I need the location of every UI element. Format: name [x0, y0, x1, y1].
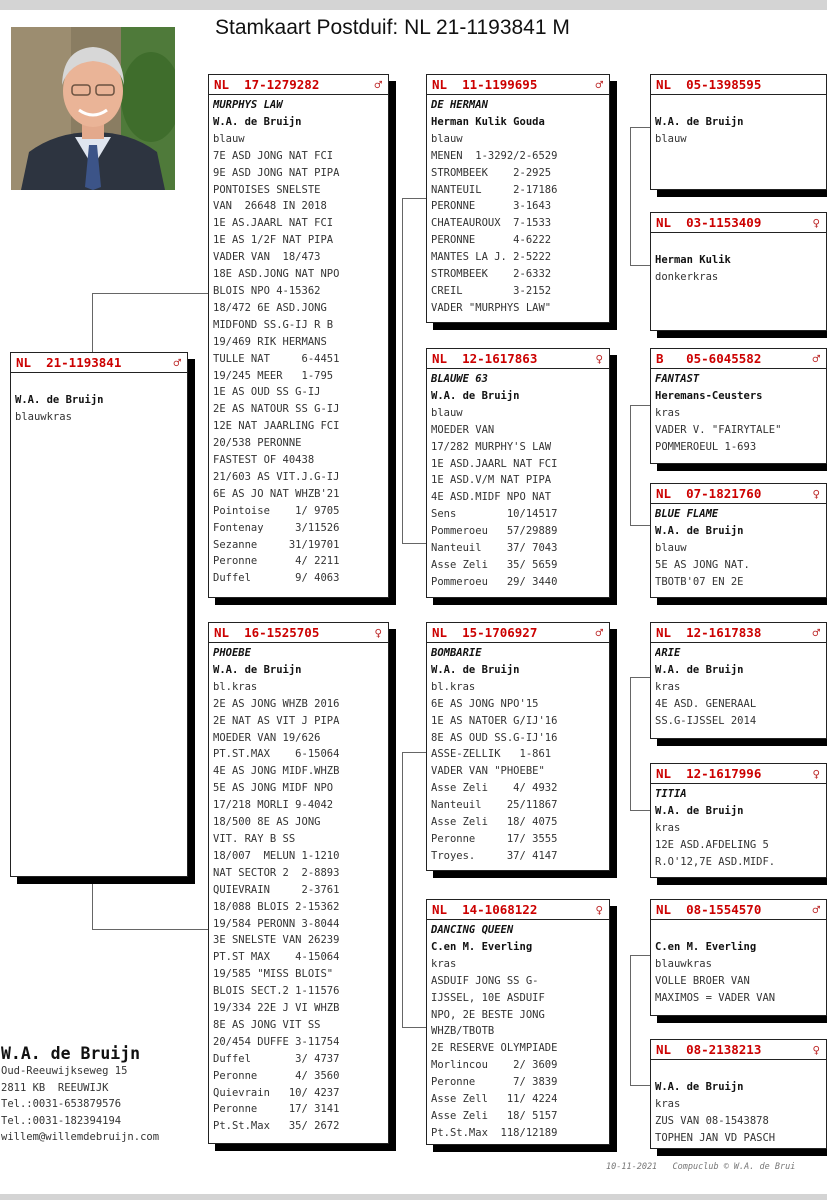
- performance-line: 12E ASD.AFDELING 5: [655, 838, 769, 851]
- pigeon-name: [15, 375, 183, 392]
- performance-line: 17/218 MORLI 9-4042: [213, 799, 334, 812]
- connector-line: [402, 543, 426, 544]
- performance-line: MOEDER VAN 19/626: [213, 731, 321, 744]
- connector-line: [402, 198, 403, 543]
- owner-phone: Tel.:0031-182394194: [1, 1114, 122, 1127]
- performance-line: CHATEAUROUX 7-1533: [431, 217, 552, 230]
- performance-line: BLOIS SECT.2 1-11576: [213, 985, 340, 998]
- pigeon-color: blauwkras: [655, 957, 712, 970]
- performance-line: 1E AS NATOER G/IJ'16: [431, 714, 558, 727]
- pigeon-color: kras: [431, 957, 457, 970]
- performance-line: NAT SECTOR 2 2-8893: [213, 866, 340, 879]
- pigeon-name: FANTAST: [655, 373, 700, 385]
- breeder-name: W.A. de Bruijn: [15, 393, 104, 406]
- performance-line: 4E ASD. GENERAAL: [655, 697, 757, 710]
- performance-line: PT.ST.MAX 6-15064: [213, 748, 340, 761]
- connector-line: [92, 293, 93, 352]
- owner-email[interactable]: willem@willemdebruijn.com: [1, 1131, 160, 1143]
- performance-line: 1E ASD.JAARL NAT FCI: [431, 457, 558, 470]
- performance-line: MIDFOND SS.G-IJ R B: [213, 318, 334, 331]
- performance-line: 2E AS JONG WHZB 2016: [213, 697, 340, 710]
- performance-line: NPO, 2E BESTE JONG: [431, 1008, 545, 1021]
- pedigree-card-dam-sire-sire[interactable]: [650, 622, 827, 739]
- pigeon-color: kras: [655, 406, 681, 419]
- performance-line: 19/334 22E J VI WHZB: [213, 1002, 340, 1015]
- performance-line: Peronne 17/ 3555: [431, 832, 558, 845]
- pigeon-color: blauw: [431, 132, 463, 145]
- performance-line: 2E AS NATOUR SS G-IJ: [213, 403, 340, 416]
- performance-line: Peronne 4/ 2211: [213, 555, 340, 568]
- footer-copyright: 10-11-2021 Compuclub © W.A. de Brui: [606, 1162, 796, 1172]
- page-title: Stamkaart Postduif: NL 21-1193841 M: [215, 16, 570, 39]
- male-icon: ♂: [595, 77, 603, 92]
- performance-line: 1E AS 1/2F NAT PIPA: [213, 234, 334, 247]
- connector-line: [402, 198, 426, 199]
- pedigree-card-dam-dam[interactable]: [426, 899, 610, 1145]
- ring-number: NL 17-1279282: [214, 77, 320, 92]
- performance-line: Sens 10/14517: [431, 508, 558, 521]
- performance-line: Fontenay 3/11526: [213, 521, 340, 534]
- owner-city: 2811 KB REEUWIJK: [1, 1081, 109, 1094]
- card-body: [651, 784, 826, 871]
- pigeon-color: blauw: [213, 132, 245, 145]
- ring-number: NL 03-1153409: [656, 215, 762, 230]
- performance-line: 19/469 RIK HERMANS: [213, 335, 327, 348]
- performance-line: 21/603 AS VIT.J.G-IJ: [213, 470, 340, 483]
- performance-line: 18E ASD.JONG NAT NPO: [213, 268, 340, 281]
- ring-number: NL 15-1706927: [432, 625, 538, 640]
- performance-line: Nanteuil 37/ 7043: [431, 542, 558, 555]
- female-icon: ♀: [374, 625, 382, 640]
- performance-line: PERONNE 3-1643: [431, 200, 552, 213]
- breeder-name: W.A. de Bruijn: [655, 524, 744, 537]
- performance-line: Quievrain 10/ 4237: [213, 1086, 340, 1099]
- performance-line: BLOIS NPO 4-15362: [213, 284, 321, 297]
- performance-line: Asse Zeli 35/ 5659: [431, 558, 558, 571]
- card-body: [209, 643, 388, 1135]
- pigeon-name: [655, 1062, 822, 1079]
- performance-line: QUIEVRAIN 2-3761: [213, 883, 340, 896]
- card-header: [209, 75, 388, 95]
- ring-number: NL 08-1554570: [656, 902, 762, 917]
- card-header: [427, 900, 609, 920]
- pigeon-name: PHOEBE: [213, 647, 251, 659]
- card-header: [651, 484, 826, 504]
- male-icon: ♂: [595, 625, 603, 640]
- pedigree-card-sire-sire-sire[interactable]: [650, 74, 827, 190]
- performance-line: 2E RESERVE OLYMPIADE: [431, 1042, 558, 1055]
- breeder-name: W.A. de Bruijn: [655, 1080, 744, 1093]
- performance-line: MOEDER VAN: [431, 423, 495, 436]
- breeder-name: W.A. de Bruijn: [655, 115, 744, 128]
- performance-line: Pt.St.Max 35/ 2672: [213, 1120, 340, 1133]
- owner-info: [1, 1044, 159, 1146]
- performance-line: 17/282 MURPHY'S LAW: [431, 440, 552, 453]
- performance-line: STROMBEEK 2-2925: [431, 166, 552, 179]
- card-header: [651, 623, 826, 643]
- performance-line: 19/245 MEER 1-795: [213, 369, 334, 382]
- performance-line: 6E AS JO NAT WHZB'21: [213, 487, 340, 500]
- pedigree-card-sire-sire[interactable]: [426, 74, 610, 323]
- performance-line: 12E NAT JAARLING FCI: [213, 420, 340, 433]
- performance-line: Peronne 17/ 3141: [213, 1103, 340, 1116]
- female-icon: ♀: [595, 902, 603, 917]
- performance-line: MAXIMOS = VADER VAN: [655, 991, 776, 1004]
- performance-line: 1E AS OUD SS G-IJ: [213, 386, 321, 399]
- connector-line: [630, 955, 650, 956]
- connector-line: [630, 677, 650, 678]
- pedigree-card-dam-sire-dam[interactable]: [650, 763, 827, 878]
- pigeon-color: blauw: [655, 541, 687, 554]
- performance-line: 5E AS JONG NAT.: [655, 558, 750, 571]
- ring-number: NL 07-1821760: [656, 486, 762, 501]
- performance-line: 18/088 BLOIS 2-15362: [213, 900, 340, 913]
- performance-line: 19/585 "MISS BLOIS": [213, 968, 334, 981]
- connector-line: [402, 1027, 426, 1028]
- performance-line: 8E AS OUD SS.G-IJ'16: [431, 731, 558, 744]
- male-icon: ♂: [374, 77, 382, 92]
- pigeon-name: ARIE: [655, 647, 681, 659]
- pigeon-name: BOMBARIE: [431, 647, 482, 659]
- performance-line: 18/007 MELUN 1-1210: [213, 849, 340, 862]
- performance-line: Pointoise 1/ 9705: [213, 504, 340, 517]
- performance-line: PONTOISES SNELSTE: [213, 183, 321, 196]
- breeder-name: W.A. de Bruijn: [431, 389, 520, 402]
- male-icon: ♂: [812, 625, 820, 640]
- female-icon: ♀: [812, 215, 820, 230]
- performance-line: VOLLE BROER VAN: [655, 974, 750, 987]
- pigeon-name: TITIA: [655, 788, 687, 800]
- performance-line: STROMBEEK 2-6332: [431, 268, 552, 281]
- performance-line: 1E ASD.V/M NAT PIPA: [431, 474, 552, 487]
- female-icon: ♀: [812, 1042, 820, 1057]
- card-header: [427, 75, 609, 95]
- performance-line: Nanteuil 25/11867: [431, 799, 558, 812]
- pedigree-card-sire-dam[interactable]: [426, 348, 610, 598]
- card-header: [209, 623, 388, 643]
- performance-line: 3E SNELSTE VAN 26239: [213, 934, 340, 947]
- female-icon: ♀: [812, 486, 820, 501]
- performance-line: 4E ASD.MIDF NPO NAT: [431, 491, 552, 504]
- male-icon: ♂: [173, 355, 181, 370]
- performance-line: ASDUIF JONG SS G-: [431, 974, 539, 987]
- connector-line: [92, 293, 208, 294]
- connector-line: [630, 955, 631, 1085]
- pigeon-name: DANCING QUEEN: [431, 924, 514, 936]
- performance-line: PERONNE 4-6222: [431, 234, 552, 247]
- card-header: [427, 623, 609, 643]
- performance-line: IJSSEL, 10E ASDUIF: [431, 991, 545, 1004]
- performance-line: TULLE NAT 6-4451: [213, 352, 340, 365]
- connector-line: [402, 752, 403, 1027]
- performance-line: 5E AS JONG MIDF NPO: [213, 782, 334, 795]
- pedigree-card-dam-sire[interactable]: [426, 622, 610, 871]
- male-icon: ♂: [812, 351, 820, 366]
- connector-line: [92, 877, 93, 929]
- performance-line: Pommeroeu 29/ 3440: [431, 575, 558, 588]
- performance-line: Asse Zeli 18/ 4075: [431, 816, 558, 829]
- ring-number: NL 05-1398595: [656, 77, 762, 92]
- connector-line: [630, 405, 631, 525]
- breeder-name: W.A. de Bruijn: [655, 804, 744, 817]
- card-body: [651, 1060, 826, 1147]
- ring-number: NL 12-1617996: [656, 766, 762, 781]
- performance-line: VADER VAN "PHOEBE": [431, 765, 545, 778]
- pedigree-card-dam-dam-dam[interactable]: [650, 1039, 827, 1149]
- connector-line: [402, 752, 426, 753]
- pigeon-color: blauw: [431, 406, 463, 419]
- breeder-name: C.en M. Everling: [655, 940, 757, 953]
- pigeon-color: kras: [655, 680, 681, 693]
- pigeon-name: [655, 235, 822, 252]
- pigeon-color: bl.kras: [431, 680, 476, 693]
- performance-line: Pt.St.Max 118/12189: [431, 1126, 558, 1139]
- performance-line: 20/454 DUFFE 3-11754: [213, 1035, 340, 1048]
- performance-line: MANTES LA J. 2-5222: [431, 251, 552, 264]
- performance-line: WHZB/TBOTB: [431, 1025, 495, 1038]
- performance-line: CREIL 3-2152: [431, 284, 552, 297]
- performance-line: Asse Zeli 18/ 5157: [431, 1109, 558, 1122]
- card-body: [651, 504, 826, 591]
- card-body: [209, 95, 388, 587]
- card-body: [427, 369, 609, 591]
- performance-line: 4E AS JONG MIDF.WHZB: [213, 765, 340, 778]
- ring-number: NL 12-1617838: [656, 625, 762, 640]
- performance-line: Troyes. 37/ 4147: [431, 849, 558, 862]
- pedigree-card-dam-dam-sire[interactable]: [650, 899, 827, 1016]
- pigeon-name: [655, 922, 822, 939]
- performance-line: Peronne 7/ 3839: [431, 1076, 558, 1089]
- breeder-name: Herman Kulik Gouda: [431, 115, 545, 128]
- card-body: [651, 233, 826, 286]
- pedigree-card-sire-dam-sire[interactable]: [650, 348, 827, 464]
- performance-line: VADER VAN 18/473: [213, 251, 321, 264]
- pigeon-color: donkerkras: [655, 270, 719, 283]
- performance-line: 2E NAT AS VIT J PIPA: [213, 714, 340, 727]
- card-body: [651, 643, 826, 730]
- pigeon-name: BLAUWE 63: [431, 373, 488, 385]
- breeder-name: W.A. de Bruijn: [431, 663, 520, 676]
- connector-line: [630, 677, 631, 810]
- card-header: [651, 213, 826, 233]
- performance-line: 18/500 8E AS JONG: [213, 816, 321, 829]
- male-icon: ♂: [812, 902, 820, 917]
- performance-line: 8E AS JONG VIT SS: [213, 1018, 321, 1031]
- connector-line: [630, 127, 650, 128]
- performance-line: ZUS VAN 08-1543878: [655, 1114, 769, 1127]
- performance-line: Morlincou 2/ 3609: [431, 1059, 558, 1072]
- owner-photo: [11, 27, 175, 190]
- performance-line: TOPHEN JAN VD PASCH: [655, 1131, 776, 1144]
- connector-line: [630, 265, 650, 266]
- performance-line: 20/538 PERONNE: [213, 437, 302, 450]
- pigeon-color: blauw: [655, 132, 687, 145]
- card-header: [651, 349, 826, 369]
- performance-line: 1E AS.JAARL NAT FCI: [213, 217, 334, 230]
- card-body: [651, 95, 826, 148]
- ring-number: NL 12-1617863: [432, 351, 538, 366]
- ring-number: NL 14-1068122: [432, 902, 538, 917]
- performance-line: FASTEST OF 40438: [213, 454, 315, 467]
- pigeon-color: kras: [655, 821, 681, 834]
- performance-line: VAN 26648 IN 2018: [213, 200, 327, 213]
- performance-line: Duffel 3/ 4737: [213, 1052, 340, 1065]
- performance-line: VIT. RAY B SS: [213, 832, 296, 845]
- ring-number: NL 08-2138213: [656, 1042, 762, 1057]
- top-bar: [0, 0, 827, 10]
- connector-line: [630, 127, 631, 265]
- breeder-name: Heremans-Ceusters: [655, 389, 763, 402]
- performance-line: TBOTB'07 EN 2E: [655, 575, 744, 588]
- performance-line: 9E ASD JONG NAT PIPA: [213, 166, 340, 179]
- pigeon-color: bl.kras: [213, 680, 258, 693]
- performance-line: MENEN 1-3292/2-6529: [431, 149, 558, 162]
- breeder-name: C.en M. Everling: [431, 940, 533, 953]
- owner-name: W.A. de Bruijn: [1, 1044, 141, 1063]
- performance-line: 19/584 PERONN 3-8044: [213, 917, 340, 930]
- performance-line: SS.G-IJSSEL 2014: [655, 714, 757, 727]
- performance-line: 6E AS JONG NPO'15: [431, 697, 539, 710]
- performance-line: VADER V. "FAIRYTALE": [655, 423, 782, 436]
- connector-line: [630, 810, 650, 811]
- breeder-name: W.A. de Bruijn: [655, 663, 744, 676]
- card-header: [651, 900, 826, 920]
- owner-address: Oud-Reeuwijkseweg 15: [1, 1065, 128, 1077]
- breeder-name: W.A. de Bruijn: [213, 115, 302, 128]
- pigeon-name: [655, 97, 822, 114]
- pedigree-card-sire-dam-dam[interactable]: [650, 483, 827, 598]
- card-header: [427, 349, 609, 369]
- card-body: [427, 95, 609, 317]
- pigeon-color: blauwkras: [15, 410, 72, 423]
- performance-line: Duffel 9/ 4063: [213, 572, 340, 585]
- pigeon-name: MURPHYS LAW: [213, 99, 283, 111]
- bottom-bar: [0, 1194, 827, 1200]
- performance-line: NANTEUIL 2-17186: [431, 183, 558, 196]
- pigeon-name: BLUE FLAME: [655, 508, 719, 520]
- ring-number: NL 21-1193841: [16, 355, 122, 370]
- connector-line: [630, 1085, 650, 1086]
- performance-line: 7E ASD JONG NAT FCI: [213, 149, 334, 162]
- pedigree-card-sire-sire-dam[interactable]: [650, 212, 827, 331]
- performance-line: ASSE-ZELLIK 1-861: [431, 748, 552, 761]
- connector-line: [630, 405, 650, 406]
- performance-line: Sezanne 31/19701: [213, 538, 340, 551]
- owner-phone-mobile: Tel.:0031-653879576: [1, 1098, 122, 1110]
- pigeon-color: kras: [655, 1097, 681, 1110]
- pigeon-name: DE HERMAN: [431, 99, 488, 111]
- connector-line: [630, 525, 650, 526]
- performance-line: Pommeroeu 57/29889: [431, 525, 558, 538]
- card-body: [11, 373, 187, 426]
- breeder-name: Herman Kulik: [655, 253, 731, 266]
- performance-line: Peronne 4/ 3560: [213, 1069, 340, 1082]
- performance-line: R.O'12,7E ASD.MIDF.: [655, 855, 776, 868]
- pedigree-card-root[interactable]: [10, 352, 188, 877]
- card-body: [427, 643, 609, 865]
- female-icon: ♀: [812, 766, 820, 781]
- card-header: [651, 1040, 826, 1060]
- ring-number: NL 16-1525705: [214, 625, 320, 640]
- female-icon: ♀: [595, 351, 603, 366]
- card-body: [651, 920, 826, 1007]
- performance-line: Asse Zeli 4/ 4932: [431, 782, 558, 795]
- ring-number: NL 11-1199695: [432, 77, 538, 92]
- ring-number: B 05-6045582: [656, 351, 762, 366]
- card-header: [651, 75, 826, 95]
- performance-line: POMMEROEUL 1-693: [655, 440, 757, 453]
- performance-line: Asse Zell 11/ 4224: [431, 1093, 558, 1106]
- card-body: [651, 369, 826, 456]
- connector-line: [92, 929, 208, 930]
- card-body: [427, 920, 609, 1142]
- performance-line: 18/472 6E ASD.JONG: [213, 301, 327, 314]
- breeder-name: W.A. de Bruijn: [213, 663, 302, 676]
- pedigree-card-sire[interactable]: [208, 74, 389, 598]
- performance-line: PT.ST MAX 4-15064: [213, 951, 340, 964]
- pedigree-card-dam[interactable]: [208, 622, 389, 1144]
- card-header: [651, 764, 826, 784]
- card-header: [11, 353, 187, 373]
- performance-line: VADER "MURPHYS LAW": [431, 301, 552, 314]
